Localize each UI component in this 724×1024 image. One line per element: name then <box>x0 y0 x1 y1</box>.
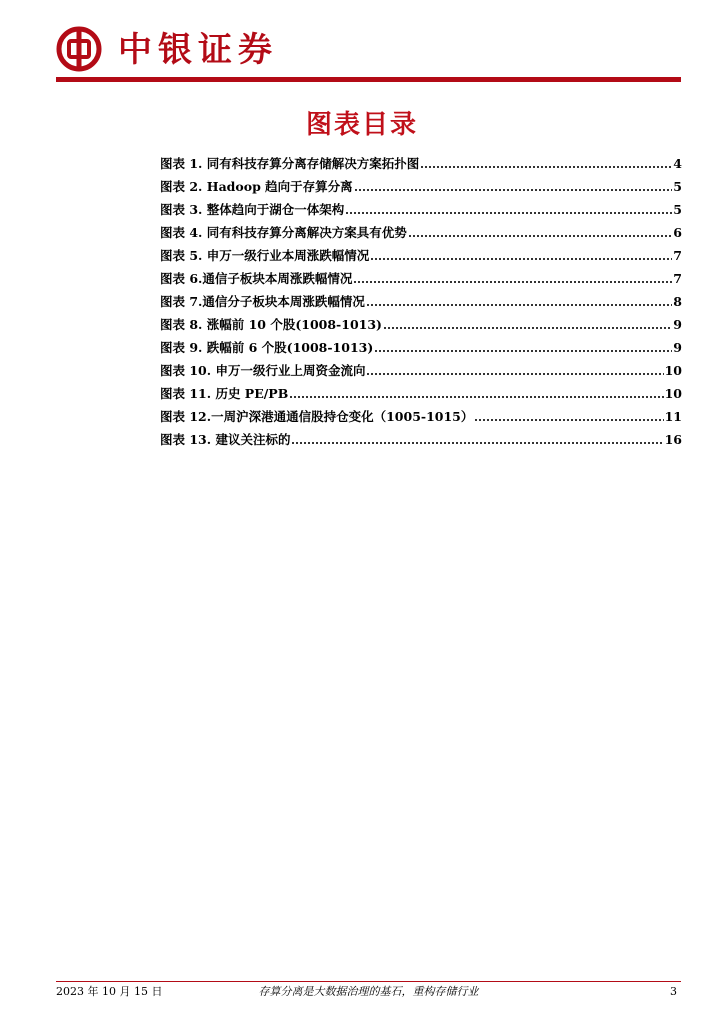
toc-entry[interactable] <box>160 313 682 336</box>
footer-divider <box>56 981 681 982</box>
toc-dot-leader <box>420 166 672 168</box>
toc-entry-page: 5 <box>673 202 682 217</box>
toc-entry[interactable] <box>160 359 682 382</box>
toc-entry-label: 图表 12.一周沪深港通通信股持仓变化（1005-1015） <box>160 409 474 424</box>
page-header <box>56 24 681 84</box>
toc-entry[interactable] <box>160 198 682 221</box>
toc-entry[interactable] <box>160 152 682 175</box>
toc-entry-page: 9 <box>673 317 682 332</box>
toc-entry-page: 4 <box>673 156 682 171</box>
toc-dot-leader <box>374 350 672 352</box>
toc-entry-label: 图表 1. 同有科技存算分离存储解决方案拓扑图 <box>160 156 420 171</box>
toc-entry-label: 图表 9. 跌幅前 6 个股(1008-1013) <box>160 340 374 355</box>
header-divider <box>56 77 681 82</box>
report-title: 存算分离是大数据治理的基石，重构存储行业 <box>258 985 479 998</box>
toc-title: 图表目录 <box>305 110 418 140</box>
toc-entry[interactable] <box>160 428 682 451</box>
toc-entry-label: 图表 5. 申万一级行业本周涨跌幅情况 <box>160 248 370 263</box>
toc-entry-page: 10 <box>664 386 682 401</box>
toc-entry-page: 7 <box>673 271 682 286</box>
toc-entry-page: 5 <box>673 179 682 194</box>
toc-entry[interactable] <box>160 244 682 267</box>
bank-of-china-logo-icon <box>56 26 102 72</box>
toc-entry-page: 10 <box>664 363 682 378</box>
toc-entry-page: 6 <box>673 225 682 240</box>
report-date: 2023 年 10 月 15 日 <box>56 985 163 998</box>
toc-entry-page: 8 <box>673 294 682 309</box>
toc-entry-page: 11 <box>664 409 682 424</box>
toc-entry-label: 图表 2. Hadoop 趋向于存算分离 <box>160 179 353 194</box>
toc-entry-label: 图表 13. 建议关注标的 <box>160 432 291 447</box>
toc-entry[interactable] <box>160 175 682 198</box>
toc-entry-label: 图表 3. 整体趋向于湖仓一体架构 <box>160 202 345 217</box>
toc-entry-label: 图表 4. 同有科技存算分离解决方案具有优势 <box>160 225 407 240</box>
toc-entry-label: 图表 6.通信子板块本周涨跌幅情况 <box>160 271 353 286</box>
toc-entry-page: 16 <box>664 432 682 447</box>
toc-entry-label: 图表 11. 历史 PE/PB <box>160 386 289 401</box>
figure-toc-list <box>160 152 682 451</box>
toc-entry-label: 图表 10. 申万一级行业上周资金流向 <box>160 363 366 378</box>
toc-entry[interactable] <box>160 405 682 428</box>
toc-entry[interactable] <box>160 382 682 405</box>
toc-entry[interactable] <box>160 221 682 244</box>
toc-entry-page: 9 <box>673 340 682 355</box>
toc-dot-leader <box>366 373 663 375</box>
page-footer <box>56 984 681 1002</box>
toc-entry[interactable] <box>160 336 682 359</box>
toc-dot-leader <box>353 281 672 283</box>
toc-dot-leader <box>291 442 663 444</box>
toc-entry[interactable] <box>160 290 682 313</box>
toc-dot-leader <box>345 212 672 214</box>
toc-dot-leader <box>289 396 663 398</box>
toc-dot-leader <box>474 419 663 421</box>
brand-name: 中银证券 <box>118 30 278 70</box>
toc-dot-leader <box>370 258 672 260</box>
toc-entry[interactable] <box>160 267 682 290</box>
toc-entry-page: 7 <box>673 248 682 263</box>
toc-dot-leader <box>366 304 672 306</box>
toc-dot-leader <box>408 235 673 237</box>
toc-dot-leader <box>383 327 672 329</box>
toc-dot-leader <box>354 189 673 191</box>
toc-entry-label: 图表 7.通信分子板块本周涨跌幅情况 <box>160 294 365 309</box>
toc-entry-label: 图表 8. 涨幅前 10 个股(1008-1013) <box>160 317 382 332</box>
page-number: 3 <box>670 985 677 998</box>
